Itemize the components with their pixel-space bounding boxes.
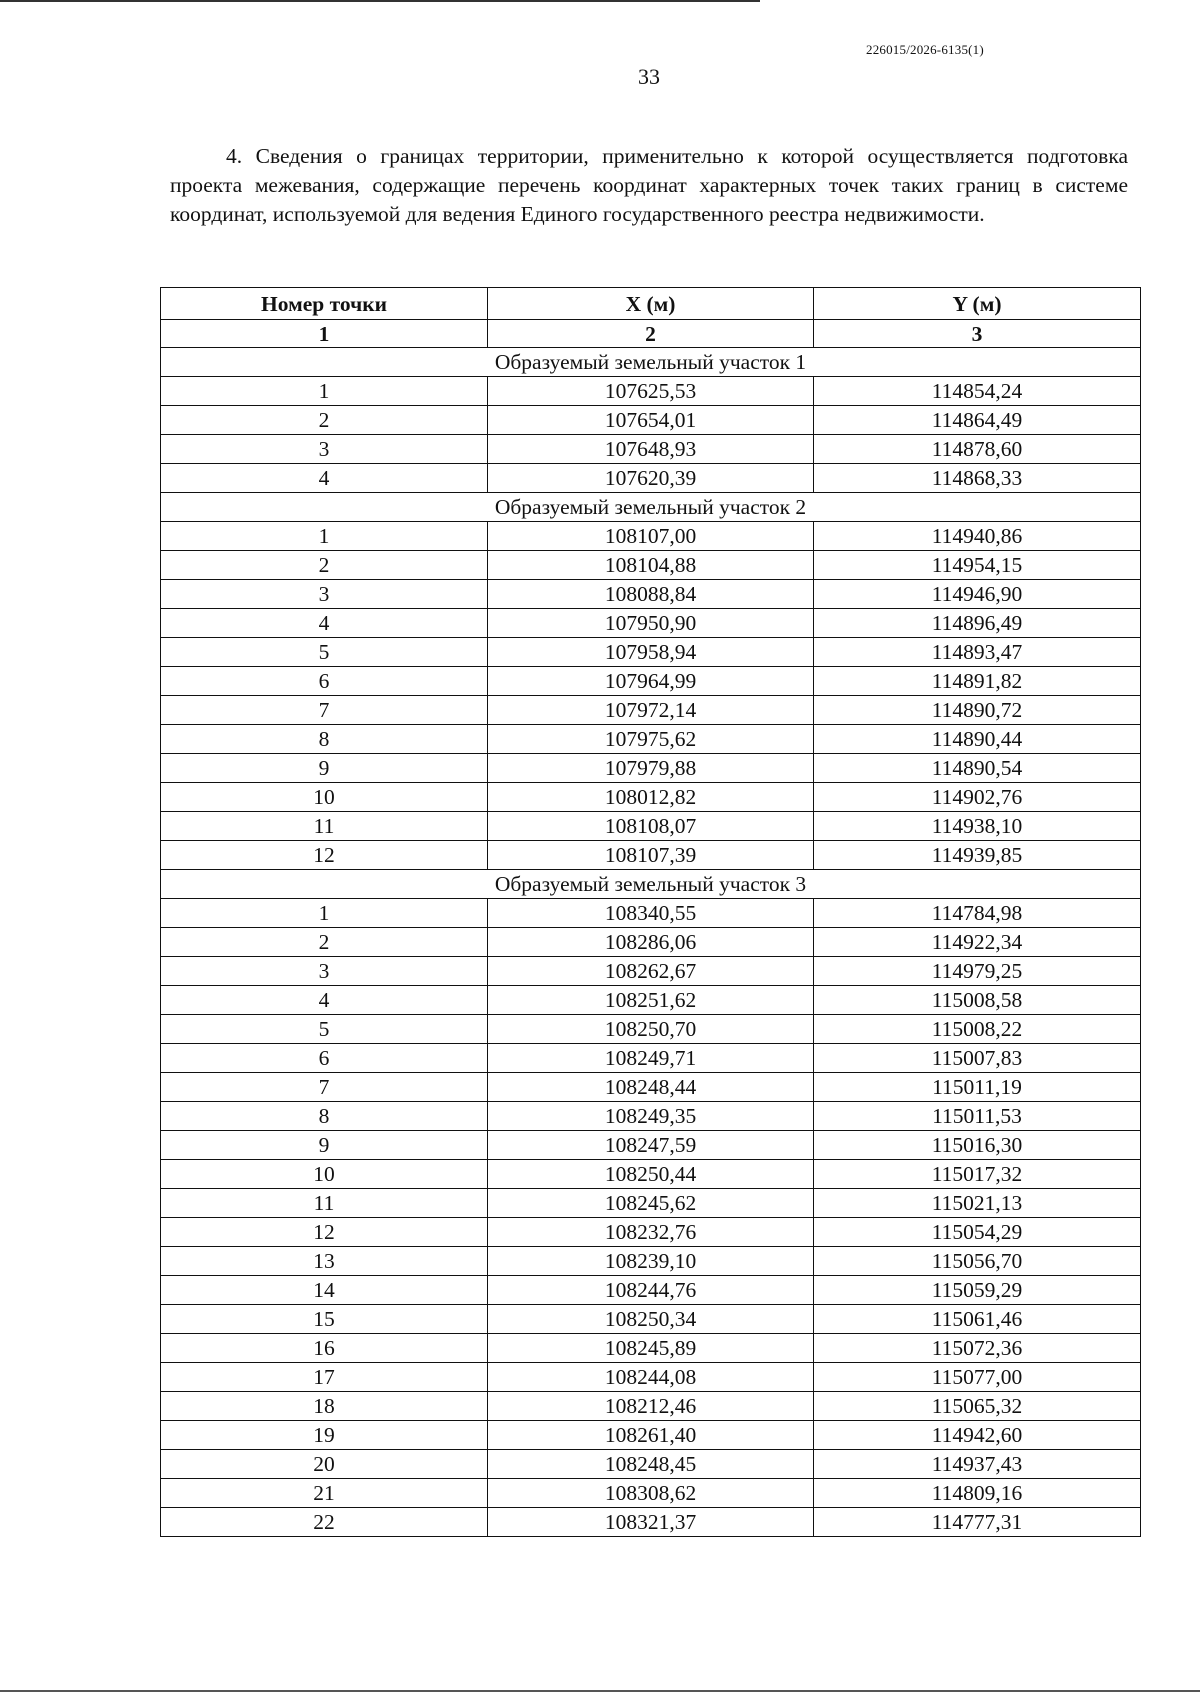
table-row (161, 464, 1141, 493)
point-number-cell: 12 (161, 841, 488, 870)
x-coordinate-cell: 108340,55 (488, 899, 814, 928)
point-number-cell: 10 (161, 1160, 488, 1189)
header-y: Y (м) (814, 288, 1141, 320)
section-header-row (161, 348, 1141, 377)
table-row (161, 1218, 1141, 1247)
x-coordinate-cell: 108251,62 (488, 986, 814, 1015)
table-row (161, 696, 1141, 725)
table-row (161, 1421, 1141, 1450)
x-coordinate-cell: 107648,93 (488, 435, 814, 464)
y-coordinate-cell: 114979,25 (814, 957, 1141, 986)
table-row (161, 783, 1141, 812)
y-coordinate-cell: 115017,32 (814, 1160, 1141, 1189)
point-number-cell: 15 (161, 1305, 488, 1334)
y-coordinate-cell: 115072,36 (814, 1334, 1141, 1363)
table-row (161, 1247, 1141, 1276)
x-coordinate-cell: 108250,44 (488, 1160, 814, 1189)
section-header-row (161, 493, 1141, 522)
table-row (161, 1189, 1141, 1218)
x-coordinate-cell: 107950,90 (488, 609, 814, 638)
y-coordinate-cell: 115054,29 (814, 1218, 1141, 1247)
y-coordinate-cell: 114939,85 (814, 841, 1141, 870)
y-coordinate-cell: 114946,90 (814, 580, 1141, 609)
table-row (161, 406, 1141, 435)
point-number-cell: 1 (161, 377, 488, 406)
point-number-cell: 4 (161, 609, 488, 638)
y-coordinate-cell: 114942,60 (814, 1421, 1141, 1450)
x-coordinate-cell: 107620,39 (488, 464, 814, 493)
table-row (161, 609, 1141, 638)
table-row (161, 580, 1141, 609)
x-coordinate-cell: 108104,88 (488, 551, 814, 580)
point-number-cell: 4 (161, 986, 488, 1015)
y-coordinate-cell: 114878,60 (814, 435, 1141, 464)
table-row (161, 1044, 1141, 1073)
x-coordinate-cell: 108245,62 (488, 1189, 814, 1218)
x-coordinate-cell: 108088,84 (488, 580, 814, 609)
y-coordinate-cell: 115065,32 (814, 1392, 1141, 1421)
y-coordinate-cell: 114777,31 (814, 1508, 1141, 1537)
y-coordinate-cell: 115021,13 (814, 1189, 1141, 1218)
column-number-1: 1 (161, 320, 488, 348)
point-number-cell: 17 (161, 1363, 488, 1392)
y-coordinate-cell: 115056,70 (814, 1247, 1141, 1276)
point-number-cell: 3 (161, 957, 488, 986)
point-number-cell: 1 (161, 899, 488, 928)
coordinates-table (160, 287, 1141, 1537)
table-row (161, 551, 1141, 580)
table-row (161, 522, 1141, 551)
x-coordinate-cell: 108245,89 (488, 1334, 814, 1363)
y-coordinate-cell: 115011,19 (814, 1073, 1141, 1102)
y-coordinate-cell: 114890,54 (814, 754, 1141, 783)
intro-paragraph: 4. Сведения о границах территории, применительно к которой осуществляется подготовка проекта межевания, содержащие перечень координат характерных точек таких границ в системе координат, используемой для ведения Единого государственного реестра недвижимости. (170, 144, 1128, 226)
point-number-cell: 11 (161, 1189, 488, 1218)
table-row (161, 1363, 1141, 1392)
point-number-cell: 6 (161, 667, 488, 696)
column-number-3: 3 (814, 320, 1141, 348)
x-coordinate-cell: 108308,62 (488, 1479, 814, 1508)
page-number: 33 (638, 64, 660, 89)
section-header-row (161, 870, 1141, 899)
point-number-cell: 20 (161, 1450, 488, 1479)
point-number-cell: 2 (161, 928, 488, 957)
x-coordinate-cell: 108262,67 (488, 957, 814, 986)
x-coordinate-cell: 108244,76 (488, 1276, 814, 1305)
x-coordinate-cell: 108250,34 (488, 1305, 814, 1334)
x-coordinate-cell: 107654,01 (488, 406, 814, 435)
table-row (161, 899, 1141, 928)
point-number-cell: 14 (161, 1276, 488, 1305)
point-number-cell: 3 (161, 580, 488, 609)
table-row (161, 957, 1141, 986)
x-coordinate-cell: 108012,82 (488, 783, 814, 812)
x-coordinate-cell: 108248,44 (488, 1073, 814, 1102)
point-number-cell: 12 (161, 1218, 488, 1247)
table-row (161, 986, 1141, 1015)
point-number-cell: 10 (161, 783, 488, 812)
y-coordinate-cell: 115007,83 (814, 1044, 1141, 1073)
table-row (161, 1334, 1141, 1363)
table-row (161, 812, 1141, 841)
section-title: Образуемый земельный участок 1 (161, 348, 1141, 377)
point-number-cell: 22 (161, 1508, 488, 1537)
x-coordinate-cell: 108239,10 (488, 1247, 814, 1276)
point-number-cell: 3 (161, 435, 488, 464)
point-number-cell: 21 (161, 1479, 488, 1508)
y-coordinate-cell: 114864,49 (814, 406, 1141, 435)
x-coordinate-cell: 107979,88 (488, 754, 814, 783)
y-coordinate-cell: 114891,82 (814, 667, 1141, 696)
y-coordinate-cell: 115077,00 (814, 1363, 1141, 1392)
point-number-cell: 4 (161, 464, 488, 493)
point-number-cell: 19 (161, 1421, 488, 1450)
y-coordinate-cell: 114854,24 (814, 377, 1141, 406)
x-coordinate-cell: 107958,94 (488, 638, 814, 667)
y-coordinate-cell: 114890,44 (814, 725, 1141, 754)
y-coordinate-cell: 114893,47 (814, 638, 1141, 667)
section-title: Образуемый земельный участок 3 (161, 870, 1141, 899)
x-coordinate-cell: 108249,71 (488, 1044, 814, 1073)
table-row (161, 754, 1141, 783)
point-number-cell: 1 (161, 522, 488, 551)
y-coordinate-cell: 114937,43 (814, 1450, 1141, 1479)
point-number-cell: 5 (161, 1015, 488, 1044)
y-coordinate-cell: 114938,10 (814, 812, 1141, 841)
table-row (161, 638, 1141, 667)
table-row (161, 1450, 1141, 1479)
table-row (161, 928, 1141, 957)
table-row (161, 725, 1141, 754)
point-number-cell: 8 (161, 1102, 488, 1131)
x-coordinate-cell: 107972,14 (488, 696, 814, 725)
column-number-row (161, 320, 1141, 348)
x-coordinate-cell: 108232,76 (488, 1218, 814, 1247)
table-row (161, 1276, 1141, 1305)
point-number-cell: 7 (161, 1073, 488, 1102)
table-row (161, 1160, 1141, 1189)
x-coordinate-cell: 108212,46 (488, 1392, 814, 1421)
y-coordinate-cell: 114902,76 (814, 783, 1141, 812)
y-coordinate-cell: 115016,30 (814, 1131, 1141, 1160)
table-row (161, 435, 1141, 464)
y-coordinate-cell: 115059,29 (814, 1276, 1141, 1305)
x-coordinate-cell: 107975,62 (488, 725, 814, 754)
x-coordinate-cell: 107625,53 (488, 377, 814, 406)
table-row (161, 1073, 1141, 1102)
y-coordinate-cell: 114940,86 (814, 522, 1141, 551)
x-coordinate-cell: 108107,00 (488, 522, 814, 551)
point-number-cell: 8 (161, 725, 488, 754)
y-coordinate-cell: 114868,33 (814, 464, 1141, 493)
point-number-cell: 11 (161, 812, 488, 841)
x-coordinate-cell: 108247,59 (488, 1131, 814, 1160)
x-coordinate-cell: 108248,45 (488, 1450, 814, 1479)
point-number-cell: 5 (161, 638, 488, 667)
document-id: 226015/2026-6135(1) (866, 42, 984, 57)
x-coordinate-cell: 108107,39 (488, 841, 814, 870)
table-row (161, 377, 1141, 406)
point-number-cell: 9 (161, 754, 488, 783)
x-coordinate-cell: 107964,99 (488, 667, 814, 696)
y-coordinate-cell: 114809,16 (814, 1479, 1141, 1508)
y-coordinate-cell: 115008,22 (814, 1015, 1141, 1044)
point-number-cell: 13 (161, 1247, 488, 1276)
y-coordinate-cell: 114784,98 (814, 899, 1141, 928)
y-coordinate-cell: 115008,58 (814, 986, 1141, 1015)
table-header-row (161, 288, 1141, 320)
table-row (161, 841, 1141, 870)
y-coordinate-cell: 115011,53 (814, 1102, 1141, 1131)
table-row (161, 1102, 1141, 1131)
scan-top-border (0, 0, 760, 2)
x-coordinate-cell: 108244,08 (488, 1363, 814, 1392)
table-row (161, 1479, 1141, 1508)
table-row (161, 1131, 1141, 1160)
table-body (161, 348, 1141, 1537)
y-coordinate-cell: 115061,46 (814, 1305, 1141, 1334)
table-row (161, 1508, 1141, 1537)
x-coordinate-cell: 108108,07 (488, 812, 814, 841)
y-coordinate-cell: 114890,72 (814, 696, 1141, 725)
point-number-cell: 2 (161, 406, 488, 435)
x-coordinate-cell: 108286,06 (488, 928, 814, 957)
section-title: Образуемый земельный участок 2 (161, 493, 1141, 522)
point-number-cell: 2 (161, 551, 488, 580)
table-row (161, 1015, 1141, 1044)
x-coordinate-cell: 108261,40 (488, 1421, 814, 1450)
point-number-cell: 6 (161, 1044, 488, 1073)
point-number-cell: 9 (161, 1131, 488, 1160)
point-number-cell: 16 (161, 1334, 488, 1363)
table-row (161, 1305, 1141, 1334)
table-row (161, 667, 1141, 696)
x-coordinate-cell: 108321,37 (488, 1508, 814, 1537)
point-number-cell: 7 (161, 696, 488, 725)
column-number-2: 2 (488, 320, 814, 348)
y-coordinate-cell: 114954,15 (814, 551, 1141, 580)
table-row (161, 1392, 1141, 1421)
header-x: X (м) (488, 288, 814, 320)
y-coordinate-cell: 114922,34 (814, 928, 1141, 957)
point-number-cell: 18 (161, 1392, 488, 1421)
header-point-number: Номер точки (161, 288, 488, 320)
x-coordinate-cell: 108249,35 (488, 1102, 814, 1131)
y-coordinate-cell: 114896,49 (814, 609, 1141, 638)
x-coordinate-cell: 108250,70 (488, 1015, 814, 1044)
